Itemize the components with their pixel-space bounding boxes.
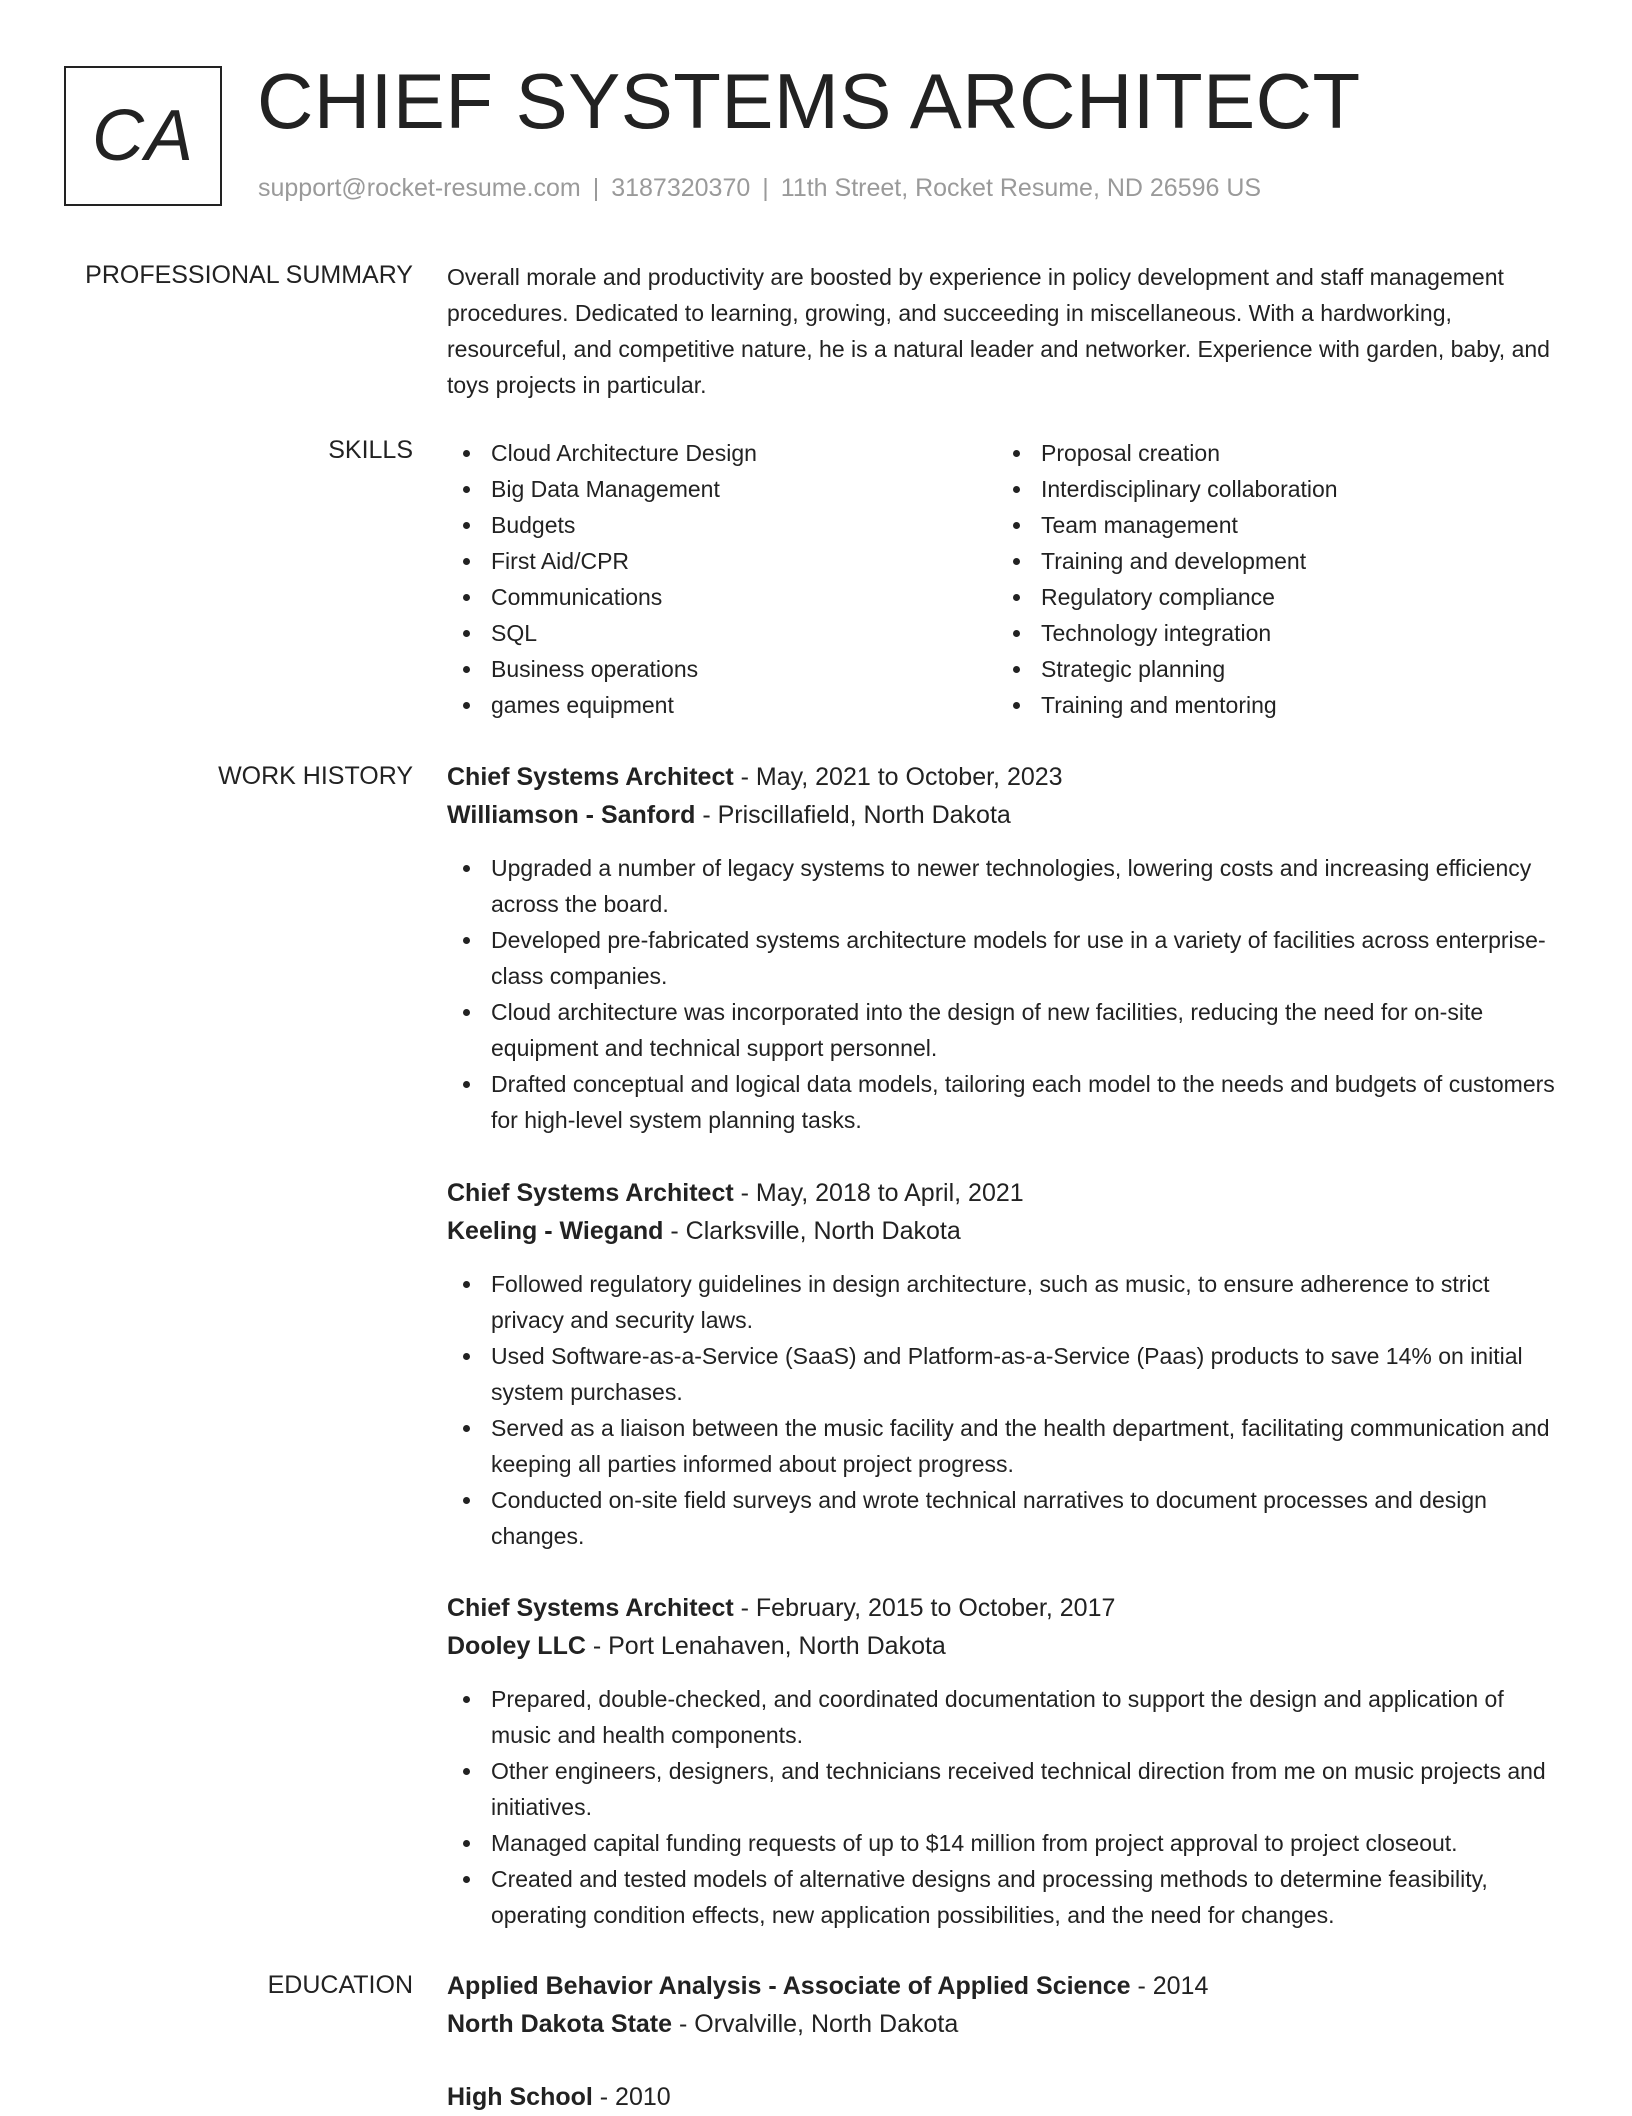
education-school-line [447,2005,1567,2043]
job-bullet: Served as a liaison between the music facility and the health department, facilitating communication and keeping all parties informed about project progress. [447,1410,1567,1482]
skill-item: Team management [997,507,1547,543]
skill-item: Technology integration [997,615,1547,651]
skill-item: Business operations [447,651,997,687]
job-dates: - May, 2021 to October, 2023 [733,763,1063,791]
skill-item: Regulatory compliance [997,579,1547,615]
skill-item: SQL [447,615,997,651]
skill-item: Big Data Management [447,471,997,507]
skill-item: games equipment [447,687,997,723]
job-title: Chief Systems Architect [447,1179,734,1207]
job-dates: - February, 2015 to October, 2017 [733,1594,1116,1622]
job-company: Dooley LLC [447,1632,586,1660]
job-location: - Clarksville, North Dakota [663,1217,961,1245]
education-entry [447,2078,1567,2116]
job-entry [447,1174,1567,1554]
job-company: Williamson - Sanford [447,801,696,829]
page-title: CHIEF SYSTEMS ARCHITECT [257,57,1361,145]
job-company-line [447,796,1567,834]
job-bullet: Other engineers, designers, and technicians received technical direction from me on music projects and initiatives. [447,1753,1567,1825]
monogram-logo: CA [64,66,222,206]
skill-item: First Aid/CPR [447,543,997,579]
job-title-line [447,758,1567,796]
skill-item: Communications [447,579,997,615]
education-degree-line [447,2078,1567,2116]
skill-item: Training and development [997,543,1547,579]
education-year: - 2010 [592,2083,671,2111]
job-bullet: Managed capital funding requests of up to $14 million from project approval to project closeout. [447,1825,1567,1861]
job-company-line [447,1627,1567,1665]
job-company: Keeling - Wiegand [447,1217,664,1245]
job-entry [447,758,1567,1138]
job-location: - Port Lenahaven, North Dakota [585,1632,946,1660]
skills-column-right [997,435,1547,723]
job-bullet: Drafted conceptual and logical data models, tailoring each model to the needs and budgets of customers for high-level system planning tasks. [447,1066,1567,1138]
skill-item: Interdisciplinary collaboration [997,471,1547,507]
skill-item: Training and mentoring [997,687,1547,723]
education-degree-line [447,1967,1567,2005]
education-location: - Orvalville, North Dakota [672,2010,959,2038]
contact-separator: | [592,174,600,202]
skill-item: Cloud Architecture Design [447,435,997,471]
contact-address: 11th Street, Rocket Resume, ND 26596 US [780,174,1262,202]
education-entry [447,1967,1567,2043]
education-degree: High School [447,2083,593,2111]
job-bullet: Conducted on-site field surveys and wrote technical narratives to document processes and design changes. [447,1482,1567,1554]
job-title: Chief Systems Architect [447,763,734,791]
skill-item: Budgets [447,507,997,543]
job-bullet: Used Software-as-a-Service (SaaS) and Platform-as-a-Service (Paas) products to save 14% on initial system purchases. [447,1338,1567,1410]
contact-line [258,174,1261,203]
education-school: North Dakota State [447,2010,673,2038]
job-dates: - May, 2018 to April, 2021 [733,1179,1024,1207]
contact-separator: | [762,174,769,202]
job-bullets [447,850,1567,1138]
job-bullet: Created and tested models of alternative designs and processing methods to determine feasibility, operating condition effects, new application possibilities, and the need for changes. [447,1861,1567,1933]
section-label-summary: PROFESSIONAL SUMMARY [85,261,413,289]
job-bullet: Developed pre-fabricated systems architecture models for use in a variety of facilities across enterprise-class companies. [447,922,1567,994]
job-company-line [447,1212,1567,1250]
section-label-skills: SKILLS [328,436,413,464]
education-degree: Applied Behavior Analysis - Associate of Applied Science [447,1972,1131,2000]
job-bullets [447,1681,1567,1933]
job-bullet: Upgraded a number of legacy systems to newer technologies, lowering costs and increasing efficiency across the board. [447,850,1567,922]
summary-text: Overall morale and productivity are boosted by experience in policy development and staff management procedures. Dedicated to learning, growing, and succeeding in miscellaneous. With a hardworking, resourceful, and competitive nature, he is a natural leader and networker. Experience with garden, baby, and toys projects in particular. [447,264,1550,398]
job-title-line [447,1589,1567,1627]
section-label-education: EDUCATION [267,1971,413,1999]
contact-email: support@rocket-resume.com [258,174,581,202]
job-location: - Priscillafield, North Dakota [695,801,1011,829]
job-title-line [447,1174,1567,1212]
skills-column-left [447,435,997,723]
skill-item: Strategic planning [997,651,1547,687]
job-bullets [447,1266,1567,1554]
contact-phone: 3187320370 [611,174,751,202]
section-label-work-history: WORK HISTORY [218,762,413,790]
education-year: - 2014 [1130,1972,1209,2000]
skill-item: Proposal creation [997,435,1547,471]
job-entry [447,1589,1567,1933]
job-title: Chief Systems Architect [447,1594,734,1622]
job-bullet: Prepared, double-checked, and coordinated documentation to support the design and application of music and health components. [447,1681,1567,1753]
skills-list [447,435,1567,723]
job-bullet: Cloud architecture was incorporated into the design of new facilities, reducing the need for on-site equipment and technical support personnel. [447,994,1567,1066]
job-bullet: Followed regulatory guidelines in design architecture, such as music, to ensure adherence to strict privacy and security laws. [447,1266,1567,1338]
